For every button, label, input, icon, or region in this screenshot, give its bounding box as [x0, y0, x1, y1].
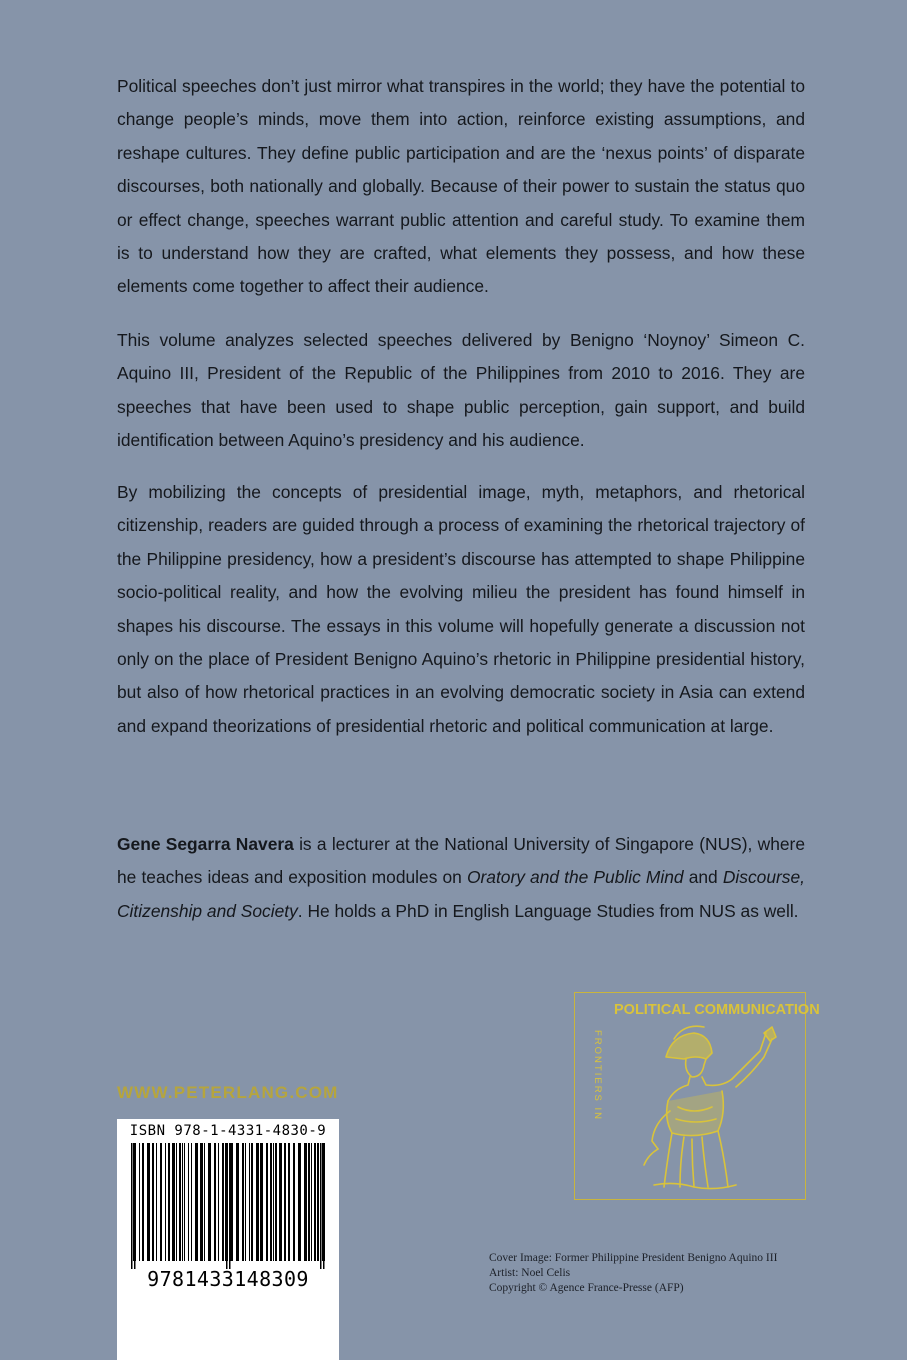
barcode-bar [308, 1143, 310, 1261]
author-bio [117, 828, 805, 928]
barcode-bar [251, 1143, 253, 1261]
barcode-bar [275, 1143, 277, 1261]
barcode-bar [288, 1143, 290, 1261]
barcode-bar [279, 1143, 282, 1261]
barcode-bar [236, 1143, 239, 1261]
barcode-bars [117, 1143, 339, 1271]
barcode-bar [191, 1143, 192, 1261]
barcode-bar [270, 1143, 272, 1261]
barcode-bar [165, 1143, 166, 1261]
barcode-guard-bar [134, 1143, 136, 1269]
blurb-paragraph-3: By mobilizing the concepts of presidential image, myth, metaphors, and rhetorical citizenship, readers are guided through a process of examining the rhetorical trajectory of the Philippine presidency, how a president’s discourse has attempted to shape Philippine socio-political reality, and how the evolving milieu the president has found himself in shapes his discourse. The essays in this volume will hopefully generate a discussion not only on the place of President Benigno Aquino’s rhetoric in Philippine presidential history, but also of how rhetorical practices in an evolving democratic society in Asia can extend and expand theorizations of presidential rhetoric and political communication at large. [117, 482, 805, 736]
barcode-bar [298, 1143, 301, 1261]
barcode-bar [188, 1143, 189, 1261]
barcode-bar [147, 1143, 150, 1261]
barcode-bar [182, 1143, 183, 1261]
barcode-bar [179, 1143, 181, 1261]
barcode-bar [152, 1143, 154, 1261]
athena-statue-icon [614, 1015, 804, 1195]
blurb-paragraph-1: Political speeches don’t just mirror what transpires in the world; they have the potential to change people’s minds, move them into action, reinforce existing assumptions, and reshape cultures. They define public participation and are the ‘nexus points’ of disparate discourses, both nationally and globally. Because of their power to sustain the status quo or effect change, speeches warrant public attention and careful study. To examine them is to understand how they are crafted, what elements they possess, and how these elements come together to affect their audience. [117, 76, 805, 297]
bio-text-1: is a lecturer at the National University of Singapore (NUS), where he teaches ideas and exposition modules on [117, 834, 805, 888]
barcode-bar [293, 1143, 295, 1261]
barcode-bar [218, 1143, 219, 1261]
isbn-barcode [117, 1119, 339, 1360]
barcode-bar [200, 1143, 203, 1261]
barcode-bar [142, 1143, 144, 1261]
course-title-2: Discourse, Citizenship and Society [117, 867, 805, 921]
barcode-bar [260, 1143, 263, 1261]
copyright-credit: Copyright © Agence France-Presse (AFP) [489, 1282, 684, 1294]
barcode-guard-bar [131, 1143, 133, 1269]
series-title: POLITICAL COMMUNICATION [614, 1002, 820, 1018]
blurb-paragraph-2: This volume analyzes selected speeches delivered by Benigno ‘Noynoy’ Simeon C. Aquino III, President of the Republic of the Philippines from 2010 to 2016. They are speeches that have been used to shape public perception, gain support, and build identification between Aquino’s presidency and his audience. [117, 330, 805, 451]
barcode-bar [284, 1143, 286, 1261]
barcode-bar [311, 1143, 312, 1261]
cover-image-credit: Cover Image: Former Philippine President Benigno Aquino III [489, 1252, 778, 1264]
barcode-bar [245, 1143, 246, 1261]
publisher-website[interactable]: WWW.PETERLANG.COM [117, 1083, 339, 1102]
barcode-bar [304, 1143, 307, 1261]
barcode-guard-bar [229, 1143, 231, 1269]
series-prefix: FRONTIERS IN [592, 1030, 603, 1122]
barcode-digits: 9781433148309 [147, 1267, 309, 1291]
barcode-bar [214, 1143, 216, 1261]
barcode-bar [204, 1143, 205, 1261]
barcode-bar [156, 1143, 157, 1261]
barcode-bar [273, 1143, 274, 1261]
barcode-bar [317, 1143, 319, 1261]
barcode-bar [256, 1143, 259, 1261]
course-title-1: Oratory and the Public Mind [466, 867, 684, 888]
cover-credits [489, 1251, 777, 1296]
barcode-bar [249, 1143, 250, 1261]
bio-text-3: . He holds a PhD in English Language Studies from NUS as well. [297, 900, 799, 921]
barcode-bar [160, 1143, 162, 1261]
barcode-bar [314, 1143, 316, 1261]
barcode-bar [242, 1143, 244, 1261]
barcode-bar [168, 1143, 170, 1261]
bio-text-2: and [683, 867, 723, 888]
barcode-bar [208, 1143, 211, 1261]
barcode-guard-bar [323, 1143, 325, 1269]
isbn-label: ISBN 978-1-4331-4830-9 [129, 1123, 327, 1139]
barcode-bar [266, 1143, 268, 1261]
barcode-bar [222, 1143, 224, 1261]
barcode-bar [195, 1143, 198, 1261]
barcode-guard-bar [320, 1143, 322, 1269]
artist-credit: Artist: Noel Celis [489, 1267, 571, 1279]
author-name: Gene Segarra Navera [117, 834, 294, 854]
barcode-bar [176, 1143, 177, 1261]
barcode-bar [172, 1143, 175, 1261]
barcode-bar [139, 1143, 140, 1261]
barcode-bar [184, 1143, 185, 1261]
barcode-guard-bar [226, 1143, 228, 1269]
